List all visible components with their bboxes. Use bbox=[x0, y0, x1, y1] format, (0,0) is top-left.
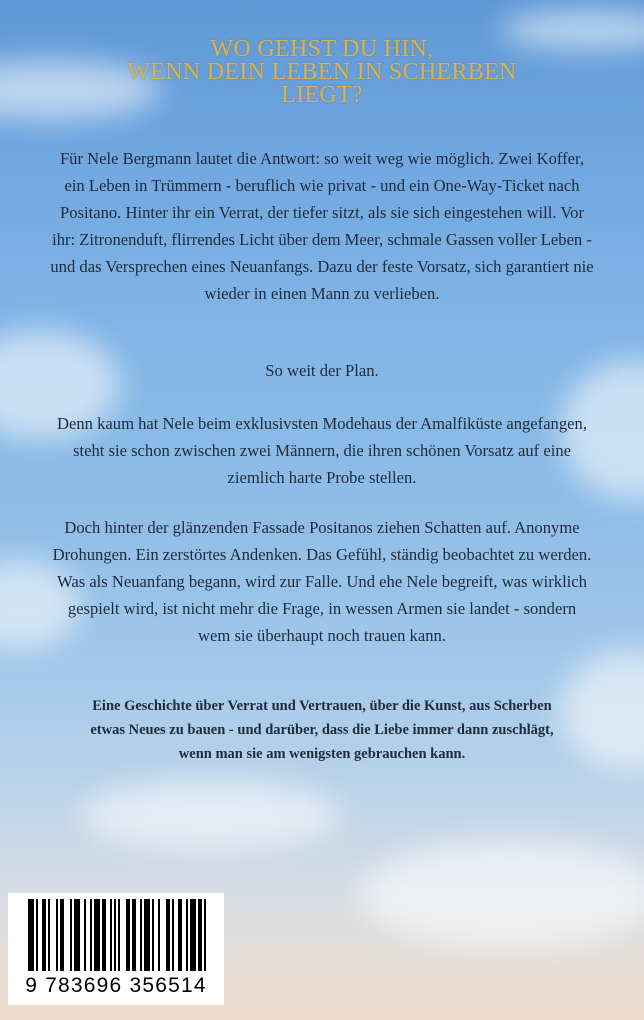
barcode-bar bbox=[172, 899, 174, 971]
cloud-decoration bbox=[80, 780, 340, 850]
barcode-bar bbox=[60, 899, 64, 971]
barcode-bar bbox=[152, 899, 154, 971]
blurb-paragraph-4: Doch hinter der glänzenden Fassade Positanos ziehen Schatten auf. Anonyme Drohungen. Ein zerstörtes Andenken. Das Gefühl, ständig beobachtet zu werden. Was als Neuanfang begann, wird zur Falle. Und ehe Nele begreift, was wirklich gespielt wird, ist nicht mehr die Frage, in wessen Armen sie landet - sondern wem sie überhaupt noch trauen kann. bbox=[52, 518, 592, 645]
barcode-bar bbox=[118, 899, 120, 971]
barcode-bar bbox=[178, 899, 182, 971]
headline-line-2: WENN DEIN LEBEN IN SCHERBEN bbox=[127, 59, 517, 85]
isbn-digits: 9 783696 356514 bbox=[25, 974, 207, 997]
blurb-paragraph-1: Für Nele Bergmann lautet die Antwort: so weit weg wie möglich. Zwei Koffer, ein Leben in Trümmern - beruflich wie privat - und ein One-Way-Ticket nach Positano. Hinter ihr ein Verrat, der tiefer sitzt, als sie sich eingestehen will. Vor ihr: Zitronenduft, flirrendes Licht über dem Meer, schmale Gassen voller Leben - und das Versprechen eines Neuanfangs. Dazu der feste Vorsatz, sich garantiert nie wieder in einen Mann zu verlieben. bbox=[50, 149, 594, 303]
barcode-bar bbox=[144, 899, 150, 971]
barcode-bar bbox=[102, 899, 106, 971]
blurb-paragraph-2: So weit der Plan. bbox=[265, 361, 379, 380]
headline-line-1: WO GEHST DU HIN, bbox=[210, 36, 434, 62]
cloud-decoration bbox=[360, 840, 644, 950]
cloud-decoration bbox=[560, 650, 644, 770]
barcode-bar bbox=[158, 899, 160, 971]
barcode-bar bbox=[166, 899, 170, 971]
blurb-paragraph-3: Denn kaum hat Nele beim exklusivsten Modehaus der Amalfiküste angefangen, steht sie schon zwischen zwei Männern, die ihren schönen Vorsatz auf eine ziemlich harte Probe stellen. bbox=[57, 414, 587, 487]
cover-headline bbox=[0, 38, 644, 107]
barcode-bar bbox=[56, 899, 58, 971]
barcode-bar bbox=[132, 899, 136, 971]
barcode-bar bbox=[94, 899, 100, 971]
barcode-bar bbox=[42, 899, 46, 971]
barcode-bar bbox=[110, 899, 112, 971]
barcode-bar bbox=[198, 899, 202, 971]
barcode-bar bbox=[28, 899, 34, 971]
barcode-bar bbox=[204, 899, 206, 971]
barcode-bar bbox=[36, 899, 38, 971]
headline-line-3: LIEGT? bbox=[281, 82, 363, 108]
barcode-bar bbox=[186, 899, 188, 971]
barcode-bar bbox=[84, 899, 86, 971]
barcode-bar bbox=[90, 899, 92, 971]
isbn-barcode bbox=[8, 893, 224, 1005]
barcode-bar bbox=[190, 899, 196, 971]
barcode-bar bbox=[140, 899, 142, 971]
barcode-bar bbox=[48, 899, 50, 971]
barcode-bar bbox=[70, 899, 72, 971]
barcode-bar bbox=[74, 899, 80, 971]
barcode-bar bbox=[114, 899, 116, 971]
tagline: Eine Geschichte über Verrat und Vertrauen, über die Kunst, aus Scherben etwas Neues zu bauen - und darüber, dass die Liebe immer dann zuschlägt, wenn man sie am wenigsten gebrauchen kann. bbox=[90, 698, 554, 762]
barcode-bar bbox=[126, 899, 130, 971]
